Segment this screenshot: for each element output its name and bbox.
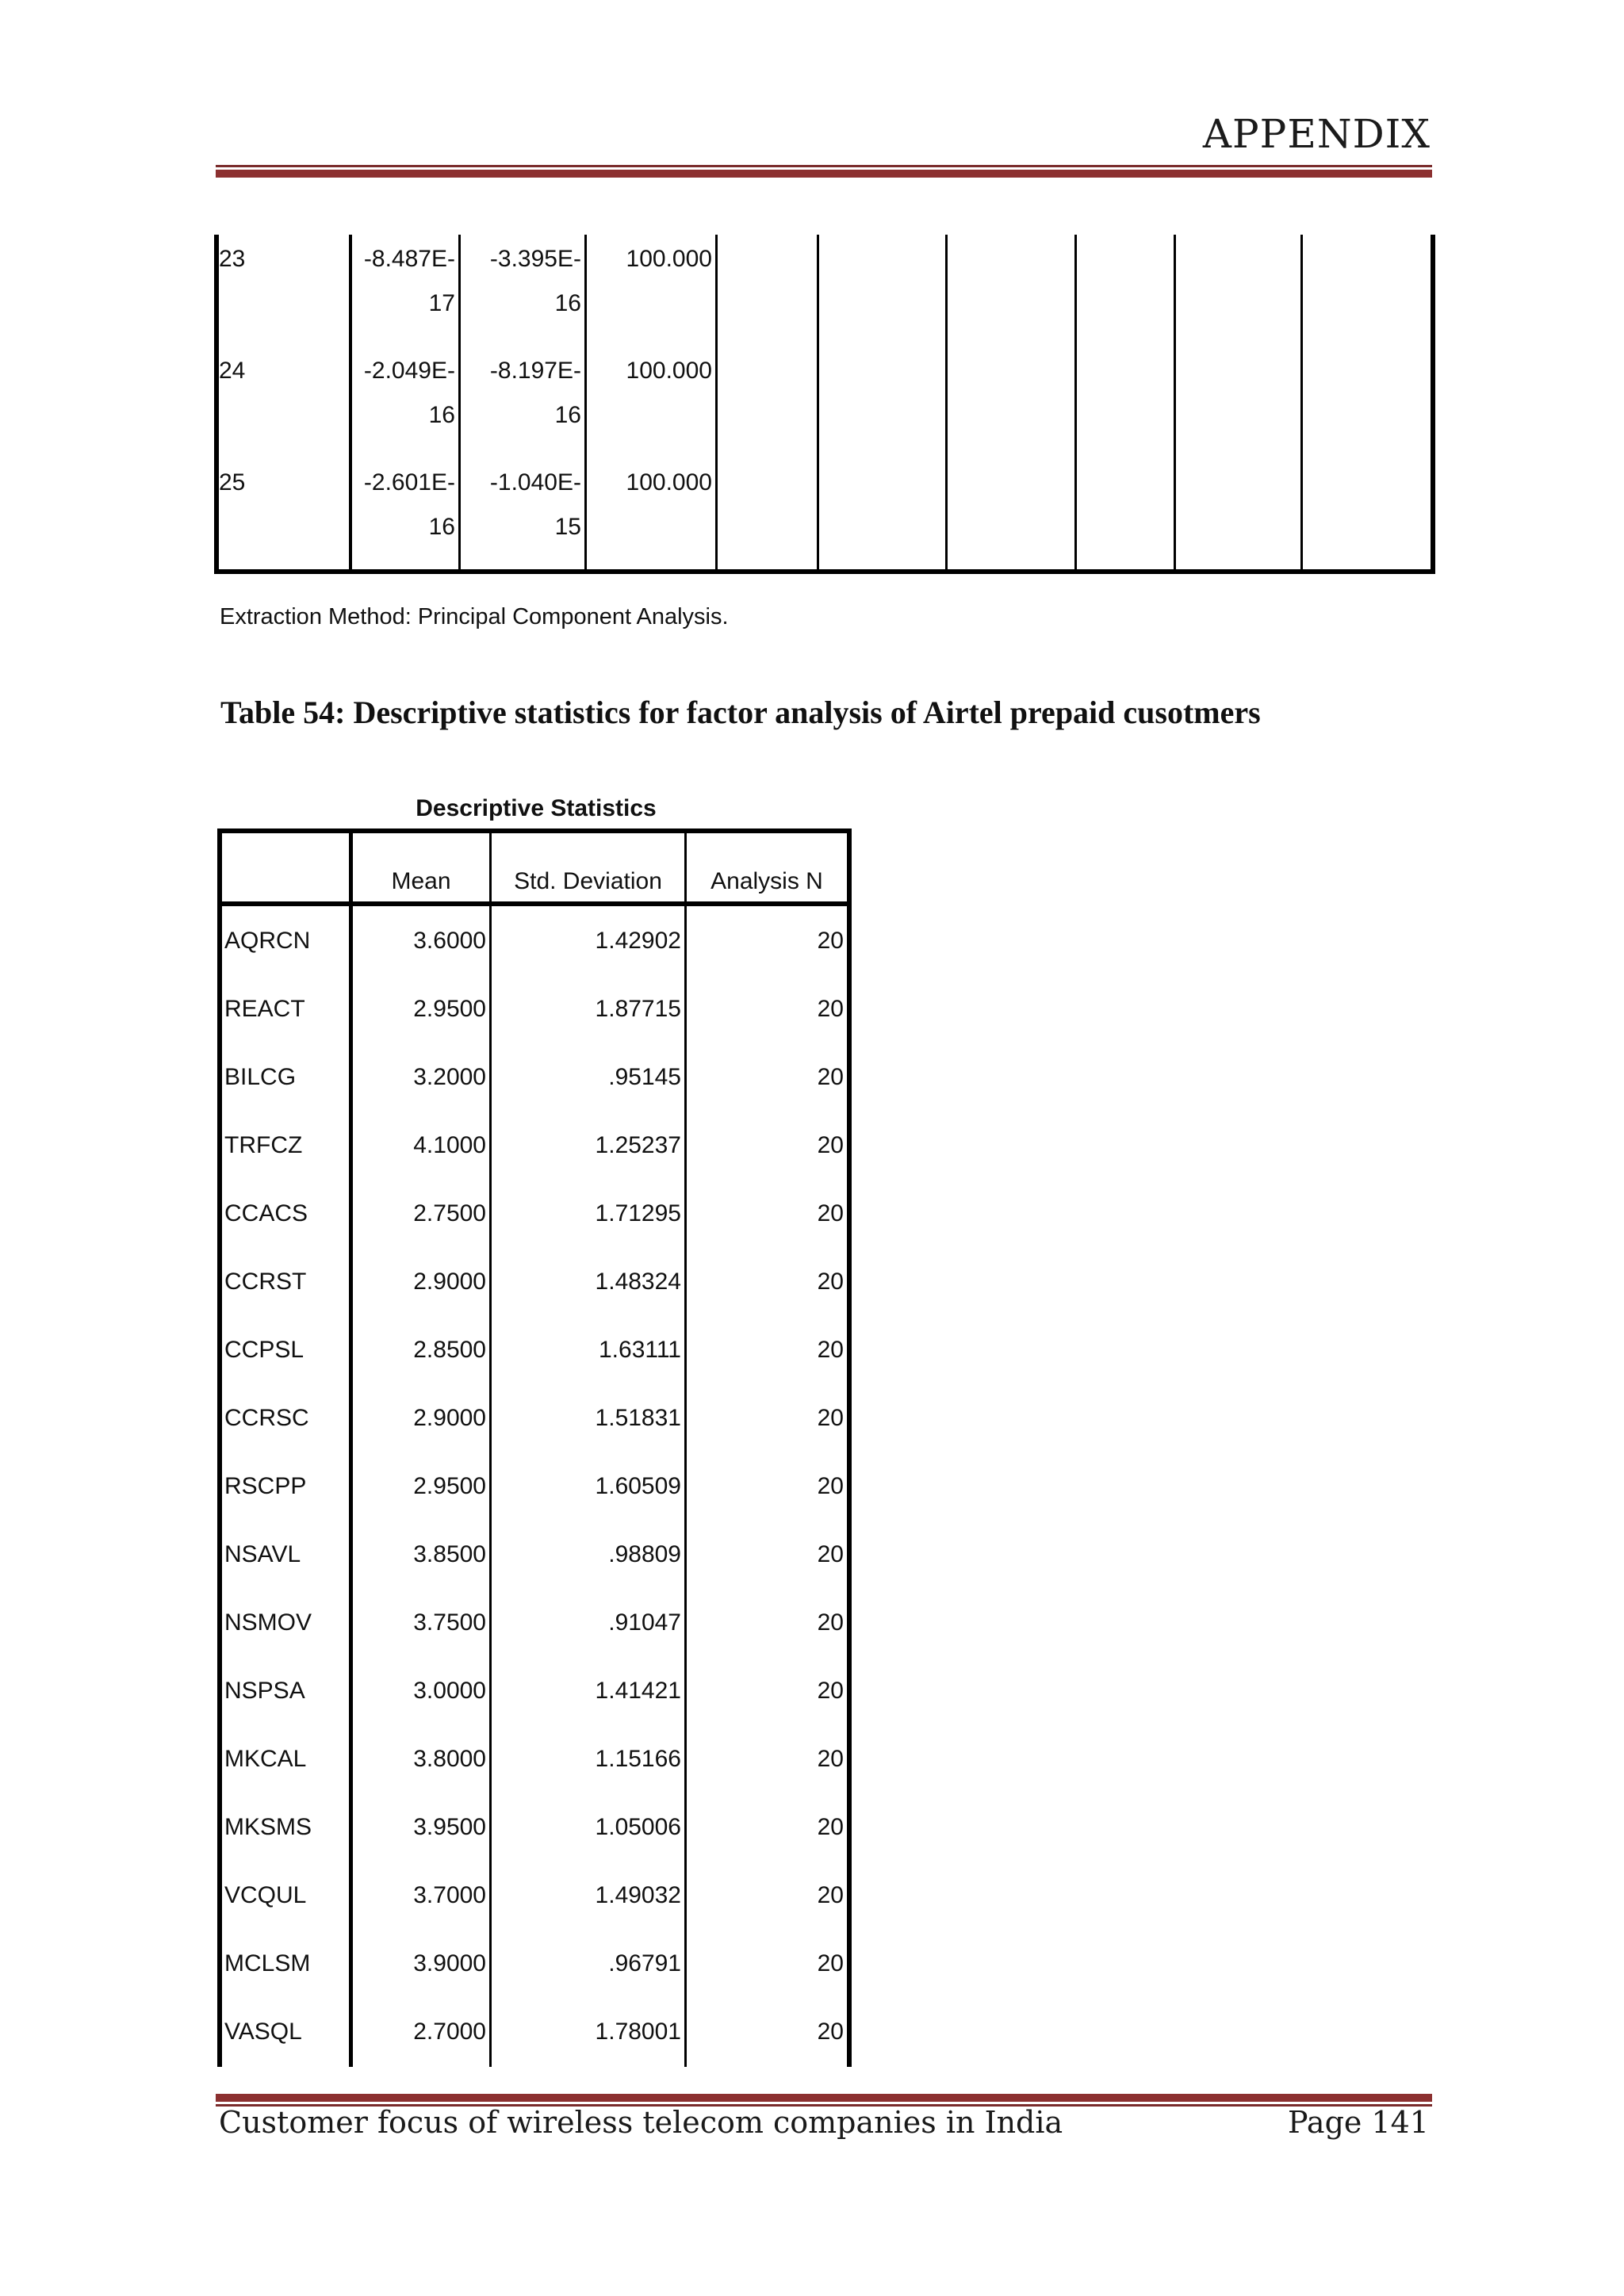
mean-value: 2.7000	[413, 2019, 486, 2045]
mean-value: 3.6000	[413, 928, 486, 954]
std-deviation-value: 1.78001	[595, 2019, 681, 2045]
table-column-divider	[1300, 235, 1303, 574]
footer-rule-thick	[216, 2094, 1432, 2102]
table-cell: -8.487E-	[363, 246, 455, 272]
analysis-n-value: 20	[817, 1541, 844, 1567]
mean-value: 3.9500	[413, 1814, 486, 1840]
std-deviation-value: 1.63111	[599, 1337, 681, 1363]
mean-value: 3.7500	[413, 1609, 486, 1636]
table-border-top	[217, 828, 852, 833]
table-row	[217, 1793, 852, 1861]
table-row	[217, 1929, 852, 1997]
table-column-divider	[715, 235, 718, 574]
analysis-n-value: 20	[817, 928, 844, 954]
table-row	[217, 1861, 852, 1929]
std-deviation-value: 1.87715	[595, 996, 681, 1022]
table-border-bottom	[214, 569, 1435, 574]
mean-value: 2.8500	[413, 1337, 486, 1363]
std-deviation-value: .91047	[608, 1609, 681, 1636]
analysis-n-value: 20	[817, 1609, 844, 1636]
table-cell: 15	[554, 514, 581, 540]
analysis-n-value: 20	[817, 1473, 844, 1499]
table-row	[217, 1520, 852, 1588]
mean-value: 3.2000	[413, 1064, 486, 1090]
std-deviation-value: 1.41421	[595, 1678, 681, 1704]
analysis-n-value: 20	[817, 1200, 844, 1226]
mean-value: 3.9000	[413, 1950, 486, 1976]
analysis-n-value: 20	[817, 996, 844, 1022]
variable-name: TRFCZ	[224, 1132, 303, 1158]
std-deviation-value: .98809	[608, 1541, 681, 1567]
mean-value: 3.8000	[413, 1746, 486, 1772]
mean-value: 4.1000	[413, 1132, 486, 1158]
table-row	[217, 1724, 852, 1793]
variable-name: MKCAL	[224, 1746, 307, 1772]
analysis-n-value: 20	[817, 1132, 844, 1158]
table-cell: 16	[428, 514, 455, 540]
column-header-std-deviation: Std. Deviation	[514, 868, 662, 894]
table-column-divider	[1074, 235, 1077, 574]
analysis-n-value: 20	[817, 1814, 844, 1840]
analysis-n-value: 20	[817, 1337, 844, 1363]
table-cell: 100.000	[626, 469, 712, 496]
table-row	[217, 1315, 852, 1383]
table-caption: Table 54: Descriptive statistics for factor analysis of Airtel prepaid cusotmers	[220, 695, 1261, 730]
extraction-method-note: Extraction Method: Principal Component Analysis.	[220, 604, 729, 629]
table-cell: 16	[428, 402, 455, 428]
column-header-mean: Mean	[391, 868, 451, 894]
variable-name: CCACS	[224, 1200, 308, 1226]
analysis-n-value: 20	[817, 1678, 844, 1704]
table-border-right	[1431, 235, 1435, 574]
variable-name: NSMOV	[224, 1609, 312, 1636]
std-deviation-value: 1.60509	[595, 1473, 681, 1499]
mean-value: 3.8500	[413, 1541, 486, 1567]
table-cell: 17	[428, 290, 455, 316]
table-cell: 16	[554, 290, 581, 316]
variable-name: MCLSM	[224, 1950, 311, 1976]
descriptive-stats-title: Descriptive Statistics	[416, 795, 657, 821]
table-cell: -3.395E-	[489, 246, 581, 272]
table-row	[217, 1111, 852, 1179]
std-deviation-value: 1.42902	[595, 928, 681, 954]
table-row	[217, 1997, 852, 2065]
std-deviation-value: 1.48324	[595, 1269, 681, 1295]
table-row	[217, 974, 852, 1043]
table-row	[217, 906, 852, 974]
mean-value: 2.9000	[413, 1405, 486, 1431]
table-row	[217, 1383, 852, 1452]
descriptive-stats-table	[217, 828, 852, 2067]
table-cell: -2.601E-	[363, 469, 455, 496]
variable-name: VCQUL	[224, 1882, 307, 1908]
variable-name: CCRSC	[224, 1405, 309, 1431]
table-cell: 16	[554, 402, 581, 428]
analysis-n-value: 20	[817, 1746, 844, 1772]
table-row	[217, 1588, 852, 1656]
analysis-n-value: 20	[817, 1950, 844, 1976]
footer-page-number: Page 141	[1288, 2105, 1429, 2140]
table-cell: -8.197E-	[489, 358, 581, 384]
table-row	[217, 1247, 852, 1315]
variable-name: CCPSL	[224, 1337, 304, 1363]
analysis-n-value: 20	[817, 1882, 844, 1908]
component-number: 24	[219, 358, 246, 384]
variable-name: BILCG	[224, 1064, 297, 1090]
variable-name: NSPSA	[224, 1678, 305, 1704]
table-row	[217, 1452, 852, 1520]
mean-value: 2.9500	[413, 1473, 486, 1499]
std-deviation-value: 1.49032	[595, 1882, 681, 1908]
variable-name: AQRCN	[224, 928, 311, 954]
component-number: 23	[219, 246, 246, 272]
std-deviation-value: 1.51831	[595, 1405, 681, 1431]
std-deviation-value: 1.15166	[595, 1746, 681, 1772]
analysis-n-value: 20	[817, 1405, 844, 1431]
table-column-divider	[584, 235, 587, 574]
table-row	[217, 1656, 852, 1724]
table-column-divider	[1174, 235, 1176, 574]
mean-value: 2.9000	[413, 1269, 486, 1295]
std-deviation-value: 1.05006	[595, 1814, 681, 1840]
page-header-title: APPENDIX	[1202, 111, 1431, 157]
variable-name: REACT	[224, 996, 305, 1022]
table-border-left	[214, 235, 219, 574]
footer-document-title: Customer focus of wireless telecom companies in India	[219, 2105, 1063, 2140]
table-cell: 100.000	[626, 358, 712, 384]
variable-name: MKSMS	[224, 1814, 312, 1840]
variable-name: RSCPP	[224, 1473, 307, 1499]
std-deviation-value: 1.71295	[595, 1200, 681, 1226]
mean-value: 3.0000	[413, 1678, 486, 1704]
component-number: 25	[219, 469, 246, 496]
table-column-divider	[817, 235, 819, 574]
analysis-n-value: 20	[817, 1064, 844, 1090]
column-header-analysis-n: Analysis N	[710, 868, 823, 894]
std-deviation-value: .96791	[608, 1950, 681, 1976]
std-deviation-value: .95145	[608, 1064, 681, 1090]
analysis-n-value: 20	[817, 1269, 844, 1295]
table-row	[217, 1179, 852, 1247]
analysis-n-value: 20	[817, 2019, 844, 2045]
mean-value: 3.7000	[413, 1882, 486, 1908]
variable-name: NSAVL	[224, 1541, 301, 1567]
table-row	[217, 1043, 852, 1111]
mean-value: 2.9500	[413, 996, 486, 1022]
header-rule-thin	[216, 165, 1432, 167]
std-deviation-value: 1.25237	[595, 1132, 681, 1158]
variable-name: VASQL	[224, 2019, 302, 2045]
variance-table-fragment	[214, 235, 1435, 574]
table-cell: 100.000	[626, 246, 712, 272]
table-column-divider	[945, 235, 948, 574]
header-rule-thick	[216, 170, 1432, 178]
variable-name: CCRST	[224, 1269, 307, 1295]
table-cell: -2.049E-	[363, 358, 455, 384]
table-cell: -1.040E-	[489, 469, 581, 496]
mean-value: 2.7500	[413, 1200, 486, 1226]
